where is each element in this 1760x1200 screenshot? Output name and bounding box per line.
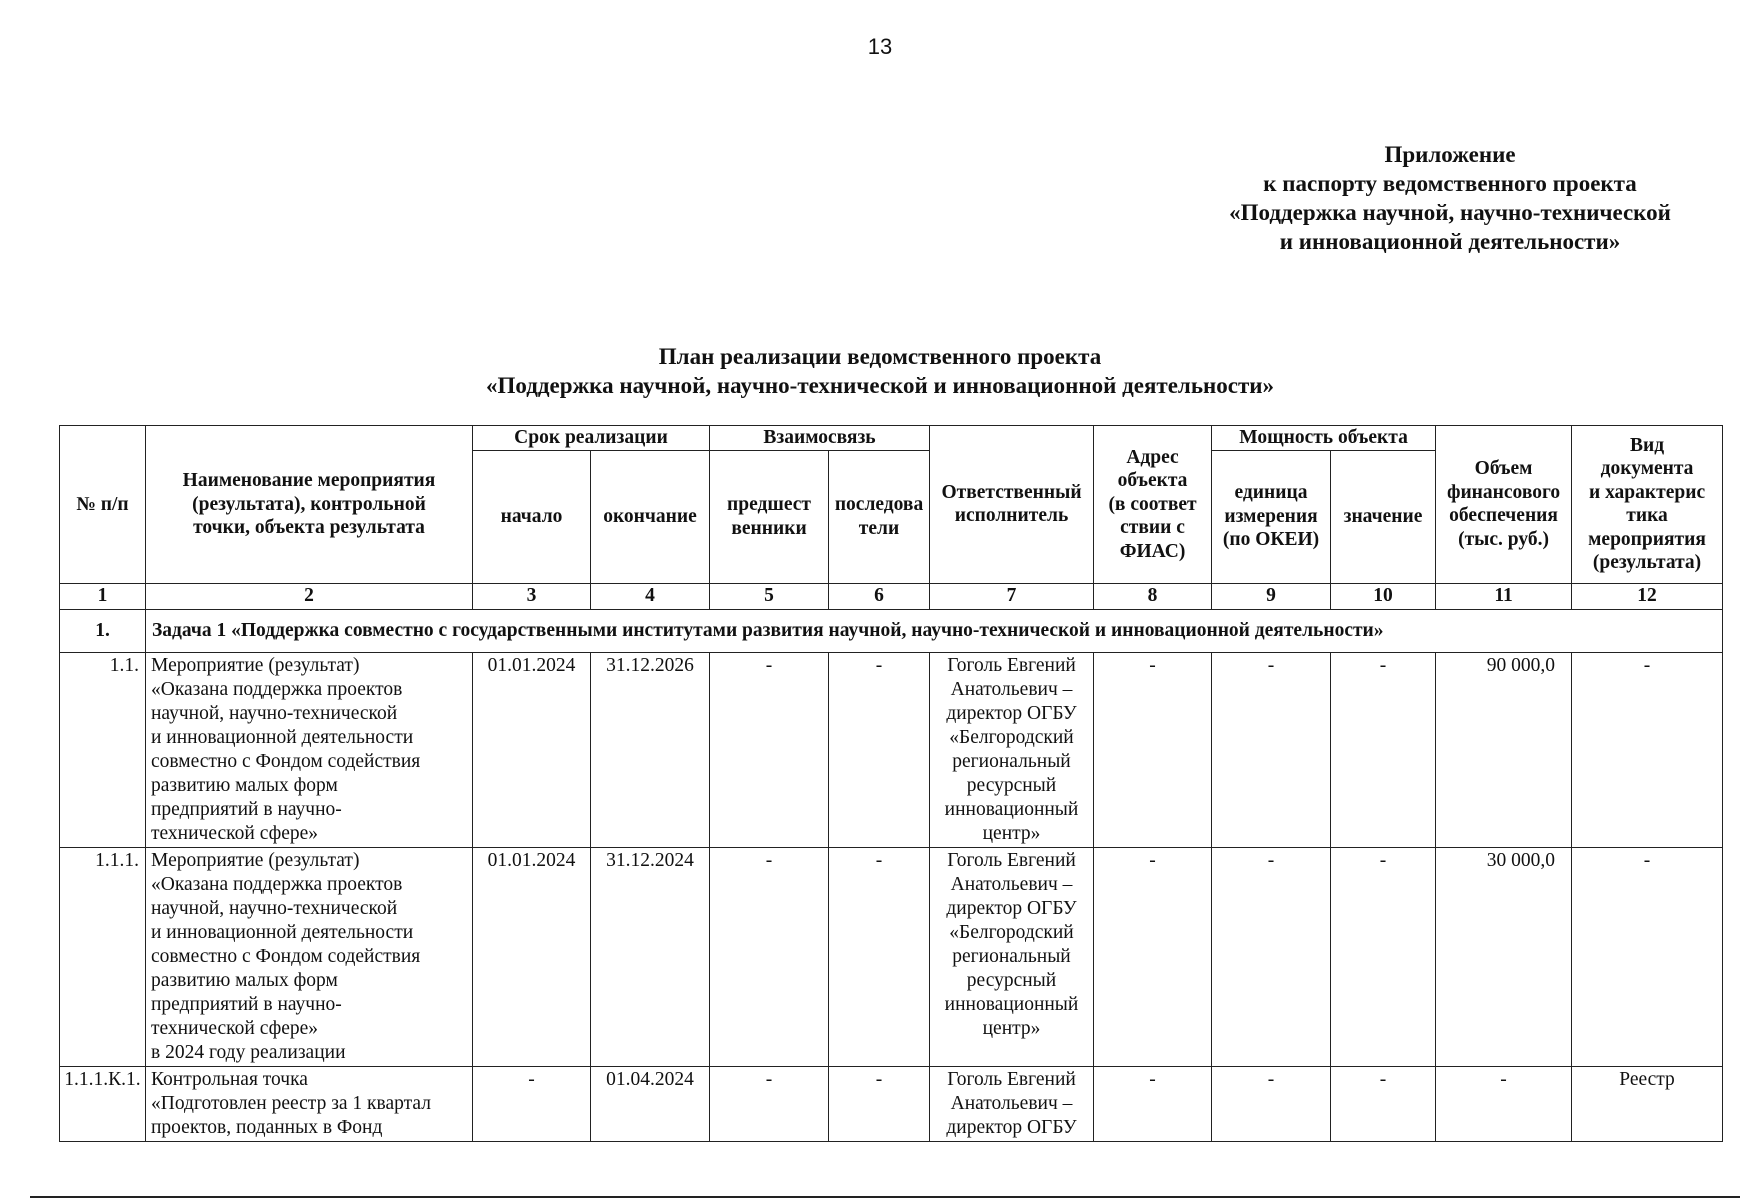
page-number: 13	[867, 34, 893, 59]
row-successors: -	[829, 652, 930, 847]
header-successors: последова тели	[829, 450, 930, 583]
column-number: 5	[710, 583, 829, 609]
appendix-heading	[1180, 140, 1720, 256]
table-row	[60, 652, 1723, 847]
row-successors: -	[829, 847, 930, 1066]
row-responsible: Гоголь Евгений Анатольевич – директор ОГБУ	[930, 1066, 1094, 1141]
row-predecessors: -	[710, 1066, 829, 1141]
header-start: начало	[473, 450, 591, 583]
row-predecessors: -	[710, 652, 829, 847]
row-finance: -	[1436, 1066, 1572, 1141]
header-num: № п/п	[60, 426, 146, 584]
header-link: Взаимосвязь	[710, 426, 930, 451]
row-end: 31.12.2024	[591, 847, 710, 1066]
header-document: Вид документа и характерис тика мероприятия (результата)	[1572, 426, 1723, 584]
row-value: -	[1331, 1066, 1436, 1141]
row-unit: -	[1212, 847, 1331, 1066]
table-row	[60, 1066, 1723, 1141]
row-start: 01.01.2024	[473, 652, 591, 847]
row-start: 01.01.2024	[473, 847, 591, 1066]
header-capacity: Мощность объекта	[1212, 426, 1436, 451]
table-row	[60, 847, 1723, 1066]
row-unit: -	[1212, 652, 1331, 847]
header-finance: Объем финансового обеспечения (тыс. руб.)	[1436, 426, 1572, 584]
header-period: Срок реализации	[473, 426, 710, 451]
plan-title-line: План реализации ведомственного проекта	[658, 344, 1102, 369]
implementation-plan-table	[59, 425, 1723, 1142]
column-number: 10	[1331, 583, 1436, 609]
row-responsible: Гоголь Евгений Анатольевич – директор ОГБУ «Белгородский региональный ресурсный инновационный центр»	[930, 652, 1094, 847]
row-address: -	[1094, 652, 1212, 847]
row-document: Реестр	[1572, 1066, 1723, 1141]
task-number: 1.	[60, 609, 146, 652]
appendix-line: и инновационной деятельности»	[1279, 229, 1621, 254]
task-title: Задача 1 «Поддержка совместно с государственными институтами развития научной, научно-технической и инновационной деятельности»	[146, 609, 1723, 652]
row-end: 01.04.2024	[591, 1066, 710, 1141]
appendix-line: «Поддержка научной, научно-технической	[1229, 200, 1671, 225]
row-finance: 30 000,0	[1436, 847, 1572, 1066]
row-end: 31.12.2026	[591, 652, 710, 847]
header-value: значение	[1331, 450, 1436, 583]
row-number: 1.1.1.К.1.	[60, 1066, 146, 1141]
row-name: Мероприятие (результат) «Оказана поддержка проектов научной, научно-технической и инновационной деятельности совместно с Фондом содействия развитию малых форм предприятий в научно- технической сфере» в 2024 году реализации	[146, 847, 473, 1066]
column-number: 1	[60, 583, 146, 609]
task-row	[60, 609, 1723, 652]
row-name: Мероприятие (результат) «Оказана поддержка проектов научной, научно-технической и инновационной деятельности совместно с Фондом содействия развитию малых форм предприятий в научно- технической сфере»	[146, 652, 473, 847]
row-responsible: Гоголь Евгений Анатольевич – директор ОГБУ «Белгородский региональный ресурсный инновационный центр»	[930, 847, 1094, 1066]
row-unit: -	[1212, 1066, 1331, 1141]
plan-title-line: «Поддержка научной, научно-технической и инновационной деятельности»	[485, 373, 1274, 398]
column-number: 12	[1572, 583, 1723, 609]
row-start: -	[473, 1066, 591, 1141]
header-responsible: Ответственный исполнитель	[930, 426, 1094, 584]
row-number: 1.1.	[60, 652, 146, 847]
row-predecessors: -	[710, 847, 829, 1066]
row-name: Контрольная точка «Подготовлен реестр за 1 квартал проектов, поданных в Фонд	[146, 1066, 473, 1141]
row-successors: -	[829, 1066, 930, 1141]
appendix-line: Приложение	[1384, 142, 1516, 167]
row-value: -	[1331, 847, 1436, 1066]
column-number: 4	[591, 583, 710, 609]
column-numbers-row	[60, 583, 1723, 609]
row-finance: 90 000,0	[1436, 652, 1572, 847]
header-address: Адрес объекта (в соответ ствии с ФИАС)	[1094, 426, 1212, 584]
row-number: 1.1.1.	[60, 847, 146, 1066]
header-end: окончание	[591, 450, 710, 583]
header-predecessors: предшест венники	[710, 450, 829, 583]
bottom-rule	[30, 1196, 1740, 1198]
row-address: -	[1094, 1066, 1212, 1141]
column-number: 7	[930, 583, 1094, 609]
column-number: 8	[1094, 583, 1212, 609]
column-number: 2	[146, 583, 473, 609]
column-number: 3	[473, 583, 591, 609]
row-document: -	[1572, 847, 1723, 1066]
row-value: -	[1331, 652, 1436, 847]
header-name: Наименование мероприятия (результата), контрольной точки, объекта результата	[146, 426, 473, 584]
row-address: -	[1094, 847, 1212, 1066]
column-number: 9	[1212, 583, 1331, 609]
column-number: 6	[829, 583, 930, 609]
plan-title	[0, 342, 1760, 400]
column-number: 11	[1436, 583, 1572, 609]
header-unit: единица измерения (по ОКЕИ)	[1212, 450, 1331, 583]
appendix-line: к паспорту ведомственного проекта	[1263, 171, 1637, 196]
header-row-group	[60, 426, 1723, 451]
row-document: -	[1572, 652, 1723, 847]
